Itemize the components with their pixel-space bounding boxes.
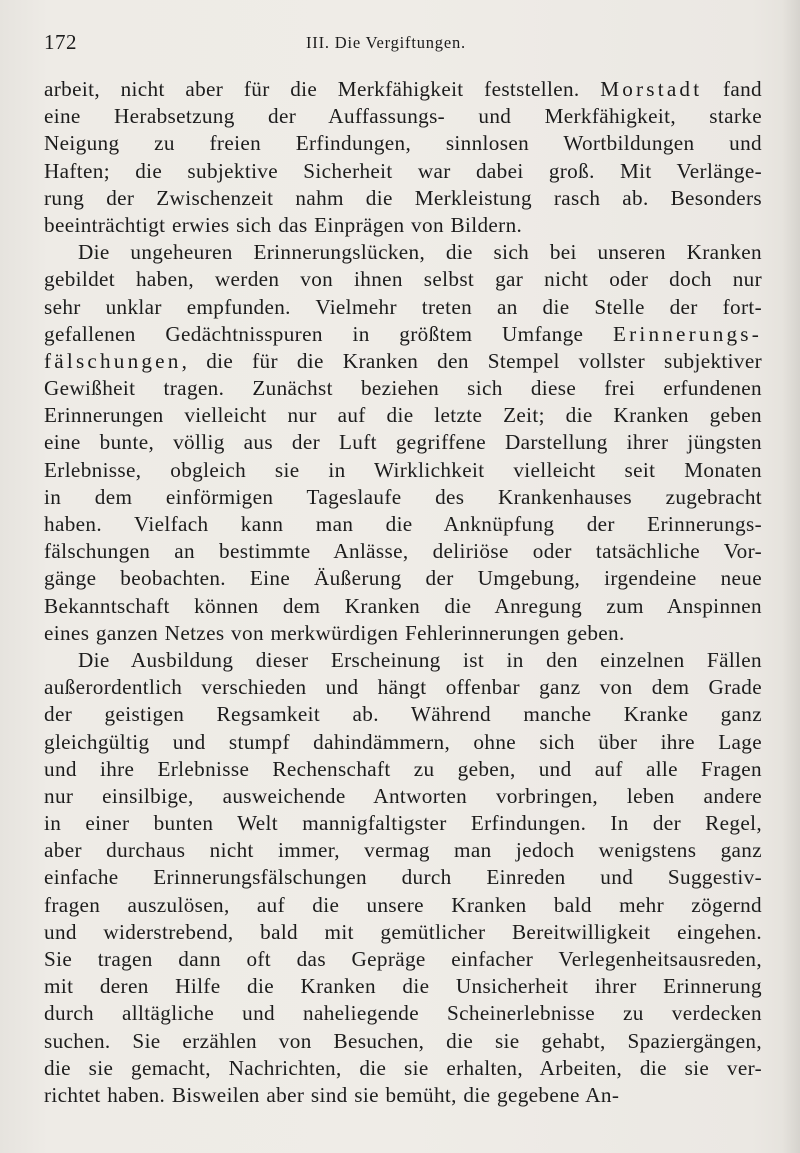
text-line xyxy=(44,130,762,157)
text-line xyxy=(44,484,762,511)
text-run: außerordentlich verschieden und hängt offenbar ganz von dem Grade xyxy=(44,675,762,700)
text-run: der geistigen Regsamkeit ab. Während manche Kranke ganz xyxy=(44,702,762,727)
text-run: in dem einförmigen Tageslaufe des Krankenhauses zugebracht xyxy=(44,484,762,509)
text-line xyxy=(44,783,762,810)
text-run: Bekanntschaft können dem Kranken die Anregung zum Anspinnen xyxy=(44,593,762,618)
text-line xyxy=(44,1000,762,1027)
text-run: , die für die Kranken den Stempel vollster subjektiver xyxy=(181,348,762,373)
text-run: eine Herabsetzung der Auffassungs- und Merkfähigkeit, starke xyxy=(44,104,762,129)
text-line xyxy=(44,647,762,674)
text-run: fragen auszulösen, auf die unsere Kranken bald mehr zögernd xyxy=(44,892,762,917)
paragraph xyxy=(44,239,762,647)
text-line xyxy=(44,402,762,429)
text-run: gefallenen Gedächtnisspuren in größtem Umfange xyxy=(44,321,613,346)
emphasized-term: fälschungen xyxy=(44,348,182,373)
text-line xyxy=(44,919,762,946)
text-run: Haften; die subjektive Sicherheit war dabei groß. Mit Verlänge- xyxy=(44,158,762,183)
text-run: Gewißheit tragen. Zunächst beziehen sich diese frei erfundenen xyxy=(44,376,762,401)
text-run: Erlebnisse, obgleich sie in Wirklichkeit vielleicht seit Monaten xyxy=(44,457,762,482)
text-run: fälschungen an bestimmte Anlässe, deliriöse oder tatsächliche Vor- xyxy=(44,539,762,564)
text-line xyxy=(44,729,762,756)
paragraph xyxy=(44,76,762,239)
text-line xyxy=(44,103,762,130)
text-line xyxy=(44,266,762,293)
text-run: rung der Zwischenzeit nahm die Merkleistung rasch ab. Besonders xyxy=(44,185,762,210)
text-run: haben. Vielfach kann man die Anknüpfung der Erinnerungs- xyxy=(44,512,762,536)
text-run: und widerstrebend, bald mit gemütlicher Bereitwilligkeit eingehen. xyxy=(44,919,762,944)
text-line xyxy=(44,892,762,919)
text-run: aber durchaus nicht immer, vermag man jedoch wenigstens ganz xyxy=(44,838,762,863)
text-line xyxy=(44,973,762,1000)
text-line xyxy=(44,212,762,239)
text-run: Erinnerungen vielleicht nur auf die letzte Zeit; die Kranken geben xyxy=(44,403,762,428)
text-line xyxy=(44,239,762,266)
text-run: gänge beobachten. Eine Äußerung der Umgebung, irgendeine neue xyxy=(44,566,762,591)
text-run: einfache Erinnerungsfälschungen durch Einreden und Suggestiv- xyxy=(44,865,762,890)
page-edge-shadow xyxy=(782,0,800,1153)
text-run: eine bunte, völlig aus der Luft gegriffene Darstellung ihrer jüngsten xyxy=(44,430,762,455)
text-line xyxy=(44,185,762,212)
text-run: die sie gemacht, Nachrichten, die sie erhalten, Arbeiten, die sie ver- xyxy=(44,1055,762,1080)
text-run: beeinträchtigt erwies sich das Einprägen von Bildern. xyxy=(44,212,523,237)
page-header xyxy=(44,30,760,62)
text-line xyxy=(44,810,762,837)
text-run: richtet haben. Bisweilen aber sind sie bemüht, die gegebene An- xyxy=(44,1082,620,1107)
text-line xyxy=(44,76,762,103)
text-line xyxy=(44,348,762,375)
text-line xyxy=(44,294,762,321)
text-run: Die ungeheuren Erinnerungslücken, die sich bei unseren Kranken xyxy=(78,240,762,265)
running-head: III. Die Vergiftungen. xyxy=(306,33,466,52)
paragraph xyxy=(44,647,762,1109)
emphasized-term: Morstadt xyxy=(600,77,703,101)
text-run: in einer bunten Welt mannigfaltigster Erfindungen. In der Regel, xyxy=(44,811,762,836)
text-line xyxy=(44,1028,762,1055)
text-line xyxy=(44,538,762,565)
text-run: arbeit, nicht aber für die Merkfähigkeit feststellen. xyxy=(44,77,601,101)
body-text xyxy=(44,76,762,1109)
text-run: suchen. Sie erzählen von Besuchen, die sie gehabt, Spaziergängen, xyxy=(44,1028,762,1053)
text-line xyxy=(44,593,762,620)
text-line xyxy=(44,1055,762,1082)
text-run: gebildet haben, werden von ihnen selbst gar nicht oder doch nur xyxy=(44,267,762,292)
page-number: 172 xyxy=(44,30,77,54)
text-line xyxy=(44,375,762,402)
text-line xyxy=(44,837,762,864)
text-line xyxy=(44,1082,762,1109)
text-line xyxy=(44,158,762,185)
text-run: und ihre Erlebnisse Rechenschaft zu geben, und auf alle Fragen xyxy=(44,756,762,781)
text-run: gleichgültig und stumpf dahindämmern, ohne sich über ihre Lage xyxy=(44,729,762,754)
text-line xyxy=(44,946,762,973)
text-run: Die Ausbildung dieser Erscheinung ist in den einzelnen Fällen xyxy=(78,647,762,672)
text-line xyxy=(44,429,762,456)
text-run: eines ganzen Netzes von merkwürdigen Fehlerinnerungen geben. xyxy=(44,620,625,645)
text-line xyxy=(44,511,762,538)
text-line xyxy=(44,674,762,701)
text-line xyxy=(44,565,762,592)
text-line xyxy=(44,864,762,891)
text-run: nur einsilbige, ausweichende Antworten vorbringen, leben andere xyxy=(44,783,762,808)
text-run: durch alltägliche und naheliegende Scheinerlebnisse zu verdecken xyxy=(44,1001,762,1026)
text-line xyxy=(44,620,762,647)
text-run: Neigung zu freien Erfindungen, sinnlosen Wortbildungen und xyxy=(44,131,762,156)
text-line xyxy=(44,756,762,783)
text-line xyxy=(44,457,762,484)
text-line xyxy=(44,321,762,348)
text-run: mit deren Hilfe die Kranken die Unsicherheit ihrer Erinnerung xyxy=(44,974,762,999)
emphasized-term: Erinnerungs- xyxy=(612,321,762,346)
text-run: Sie tragen dann oft das Gepräge einfacher Verlegenheitsausreden, xyxy=(44,947,762,971)
text-run: sehr unklar empfunden. Vielmehr treten an die Stelle der fort- xyxy=(44,294,762,319)
text-line xyxy=(44,701,762,728)
text-run: fand xyxy=(702,77,762,101)
